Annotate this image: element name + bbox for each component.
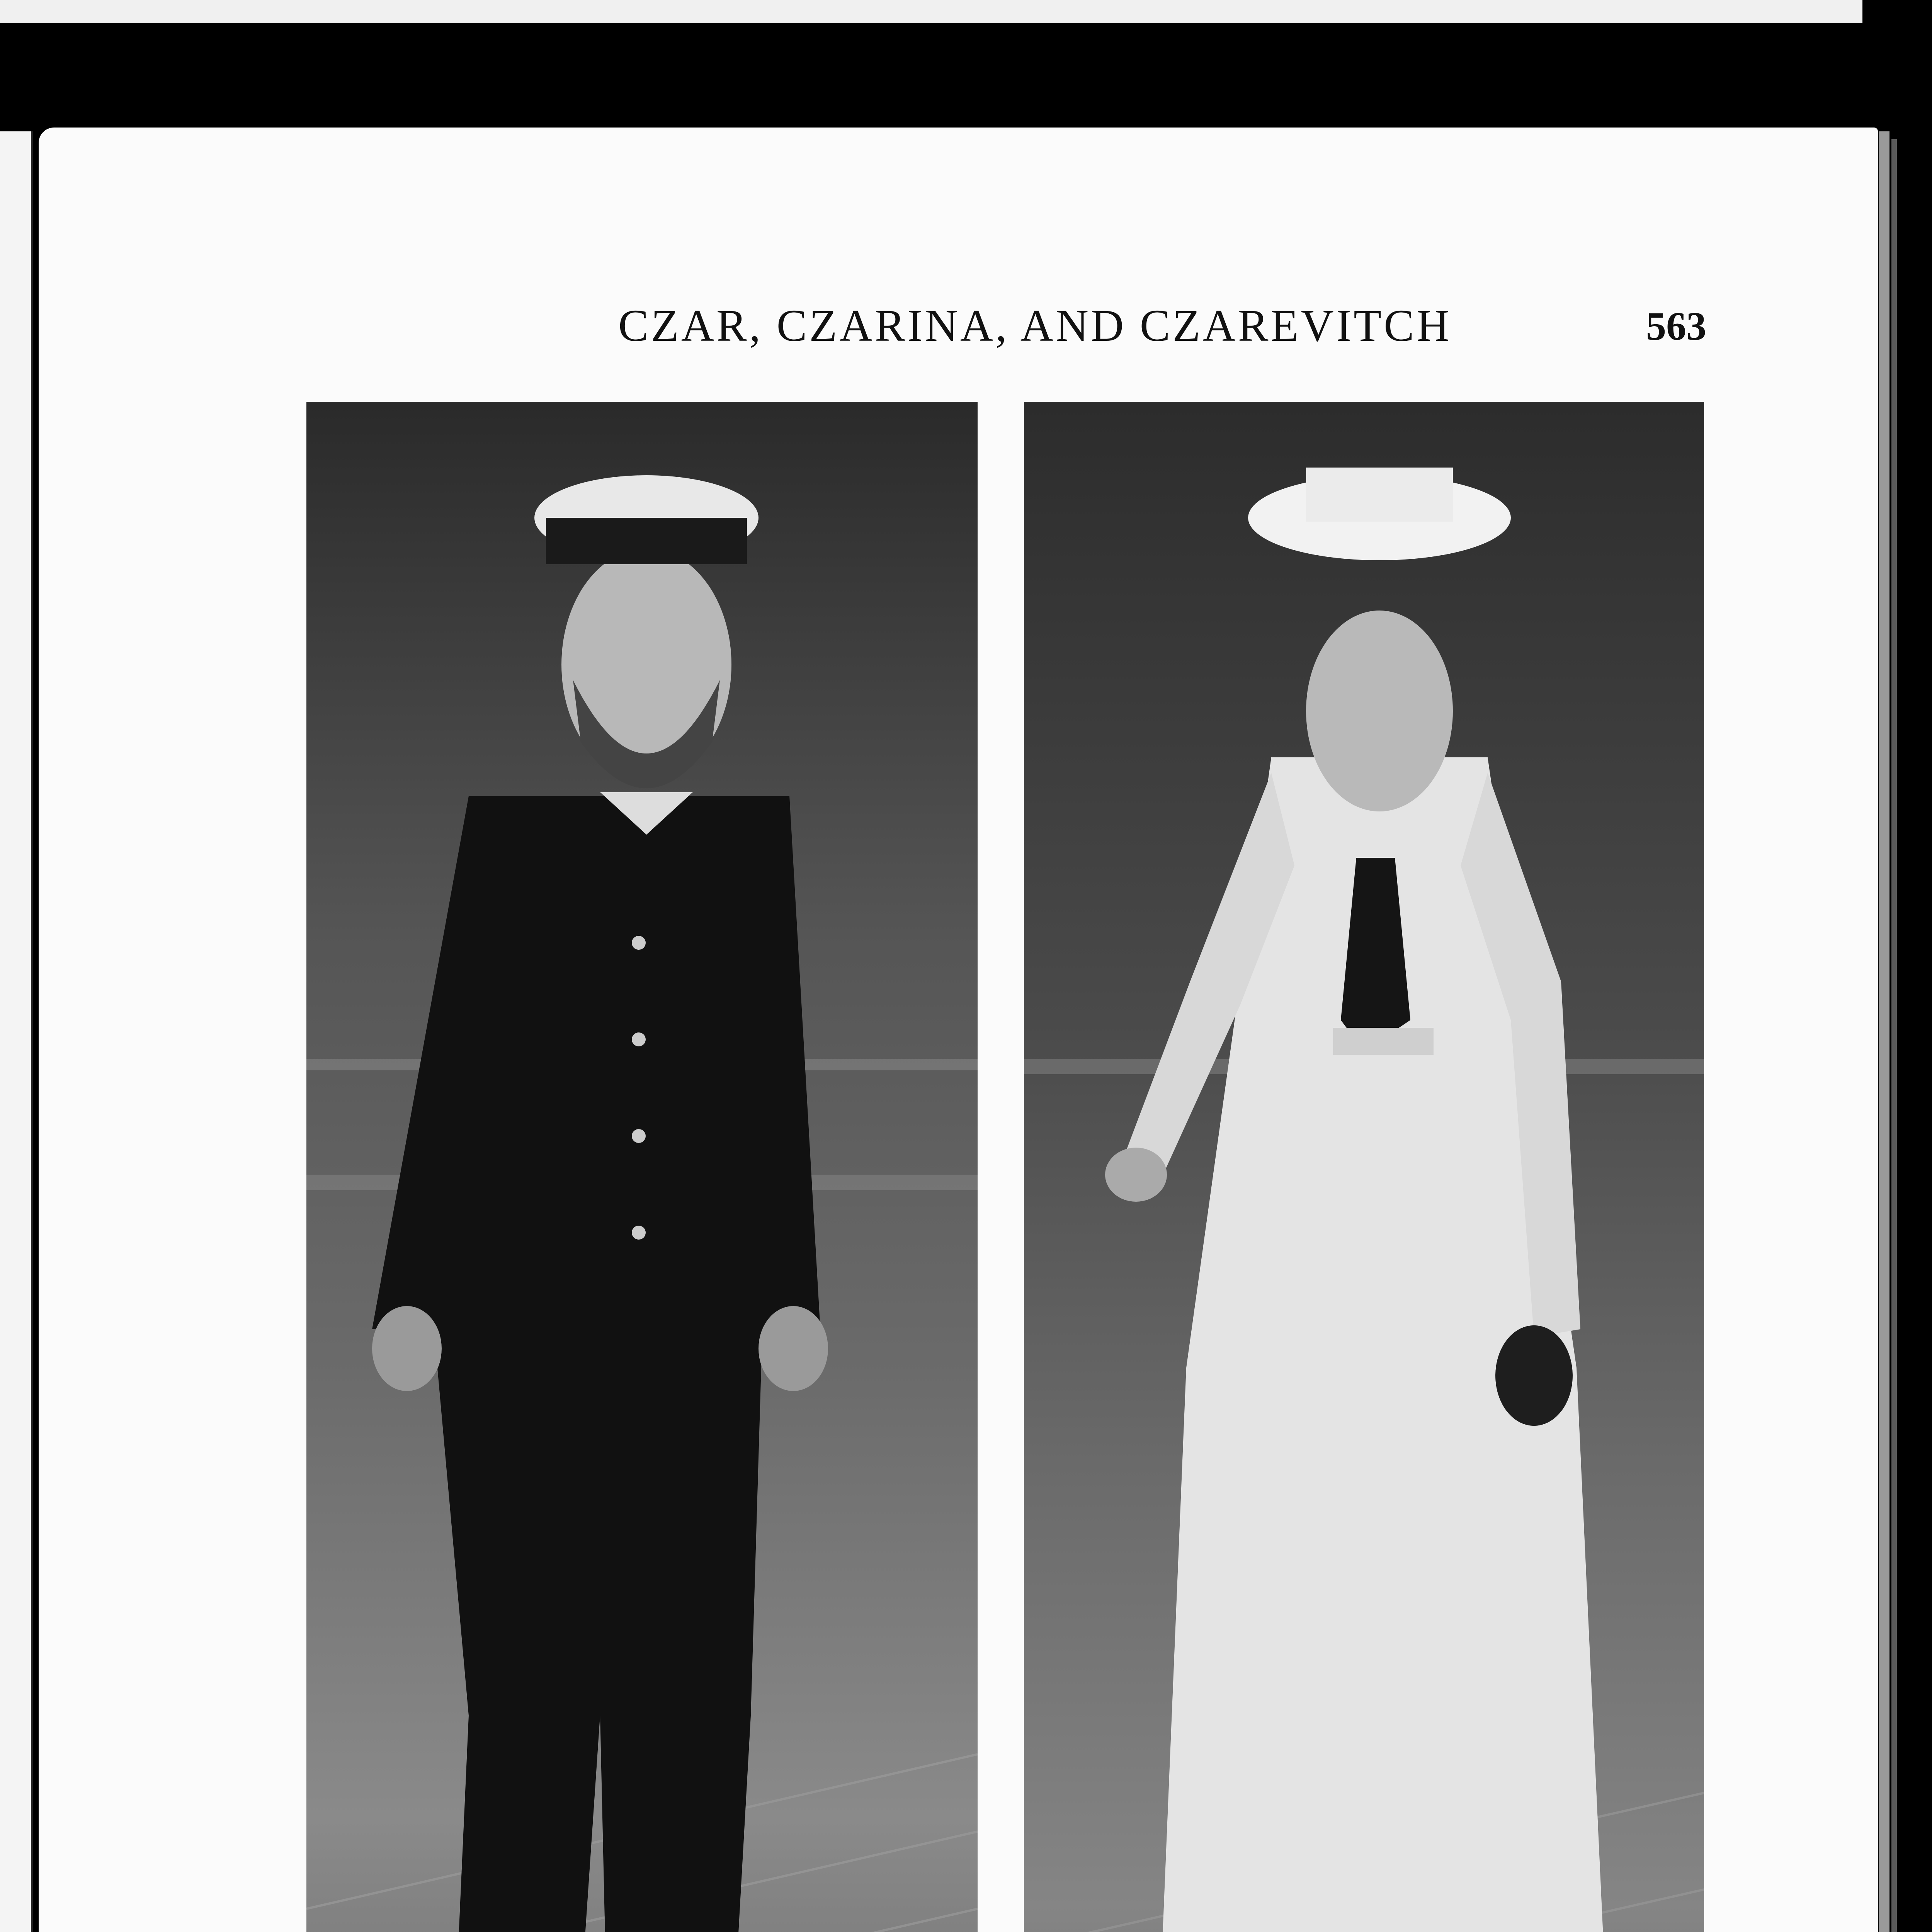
page-number: 563 (1646, 304, 1706, 349)
running-header-title: CZAR, CZARINA, AND CZAREVITCH (618, 300, 1452, 351)
photo-czar (306, 402, 978, 1932)
czarina-figure-illustration (1024, 402, 1704, 1932)
czar-figure-illustration (306, 402, 978, 1932)
page-stack-edge-dark (1891, 139, 1897, 1932)
facing-page-edge (0, 131, 33, 1932)
scan-top-edge (0, 0, 1862, 23)
page-stack-edge (1879, 131, 1889, 1932)
photo-czarina (1024, 402, 1704, 1932)
